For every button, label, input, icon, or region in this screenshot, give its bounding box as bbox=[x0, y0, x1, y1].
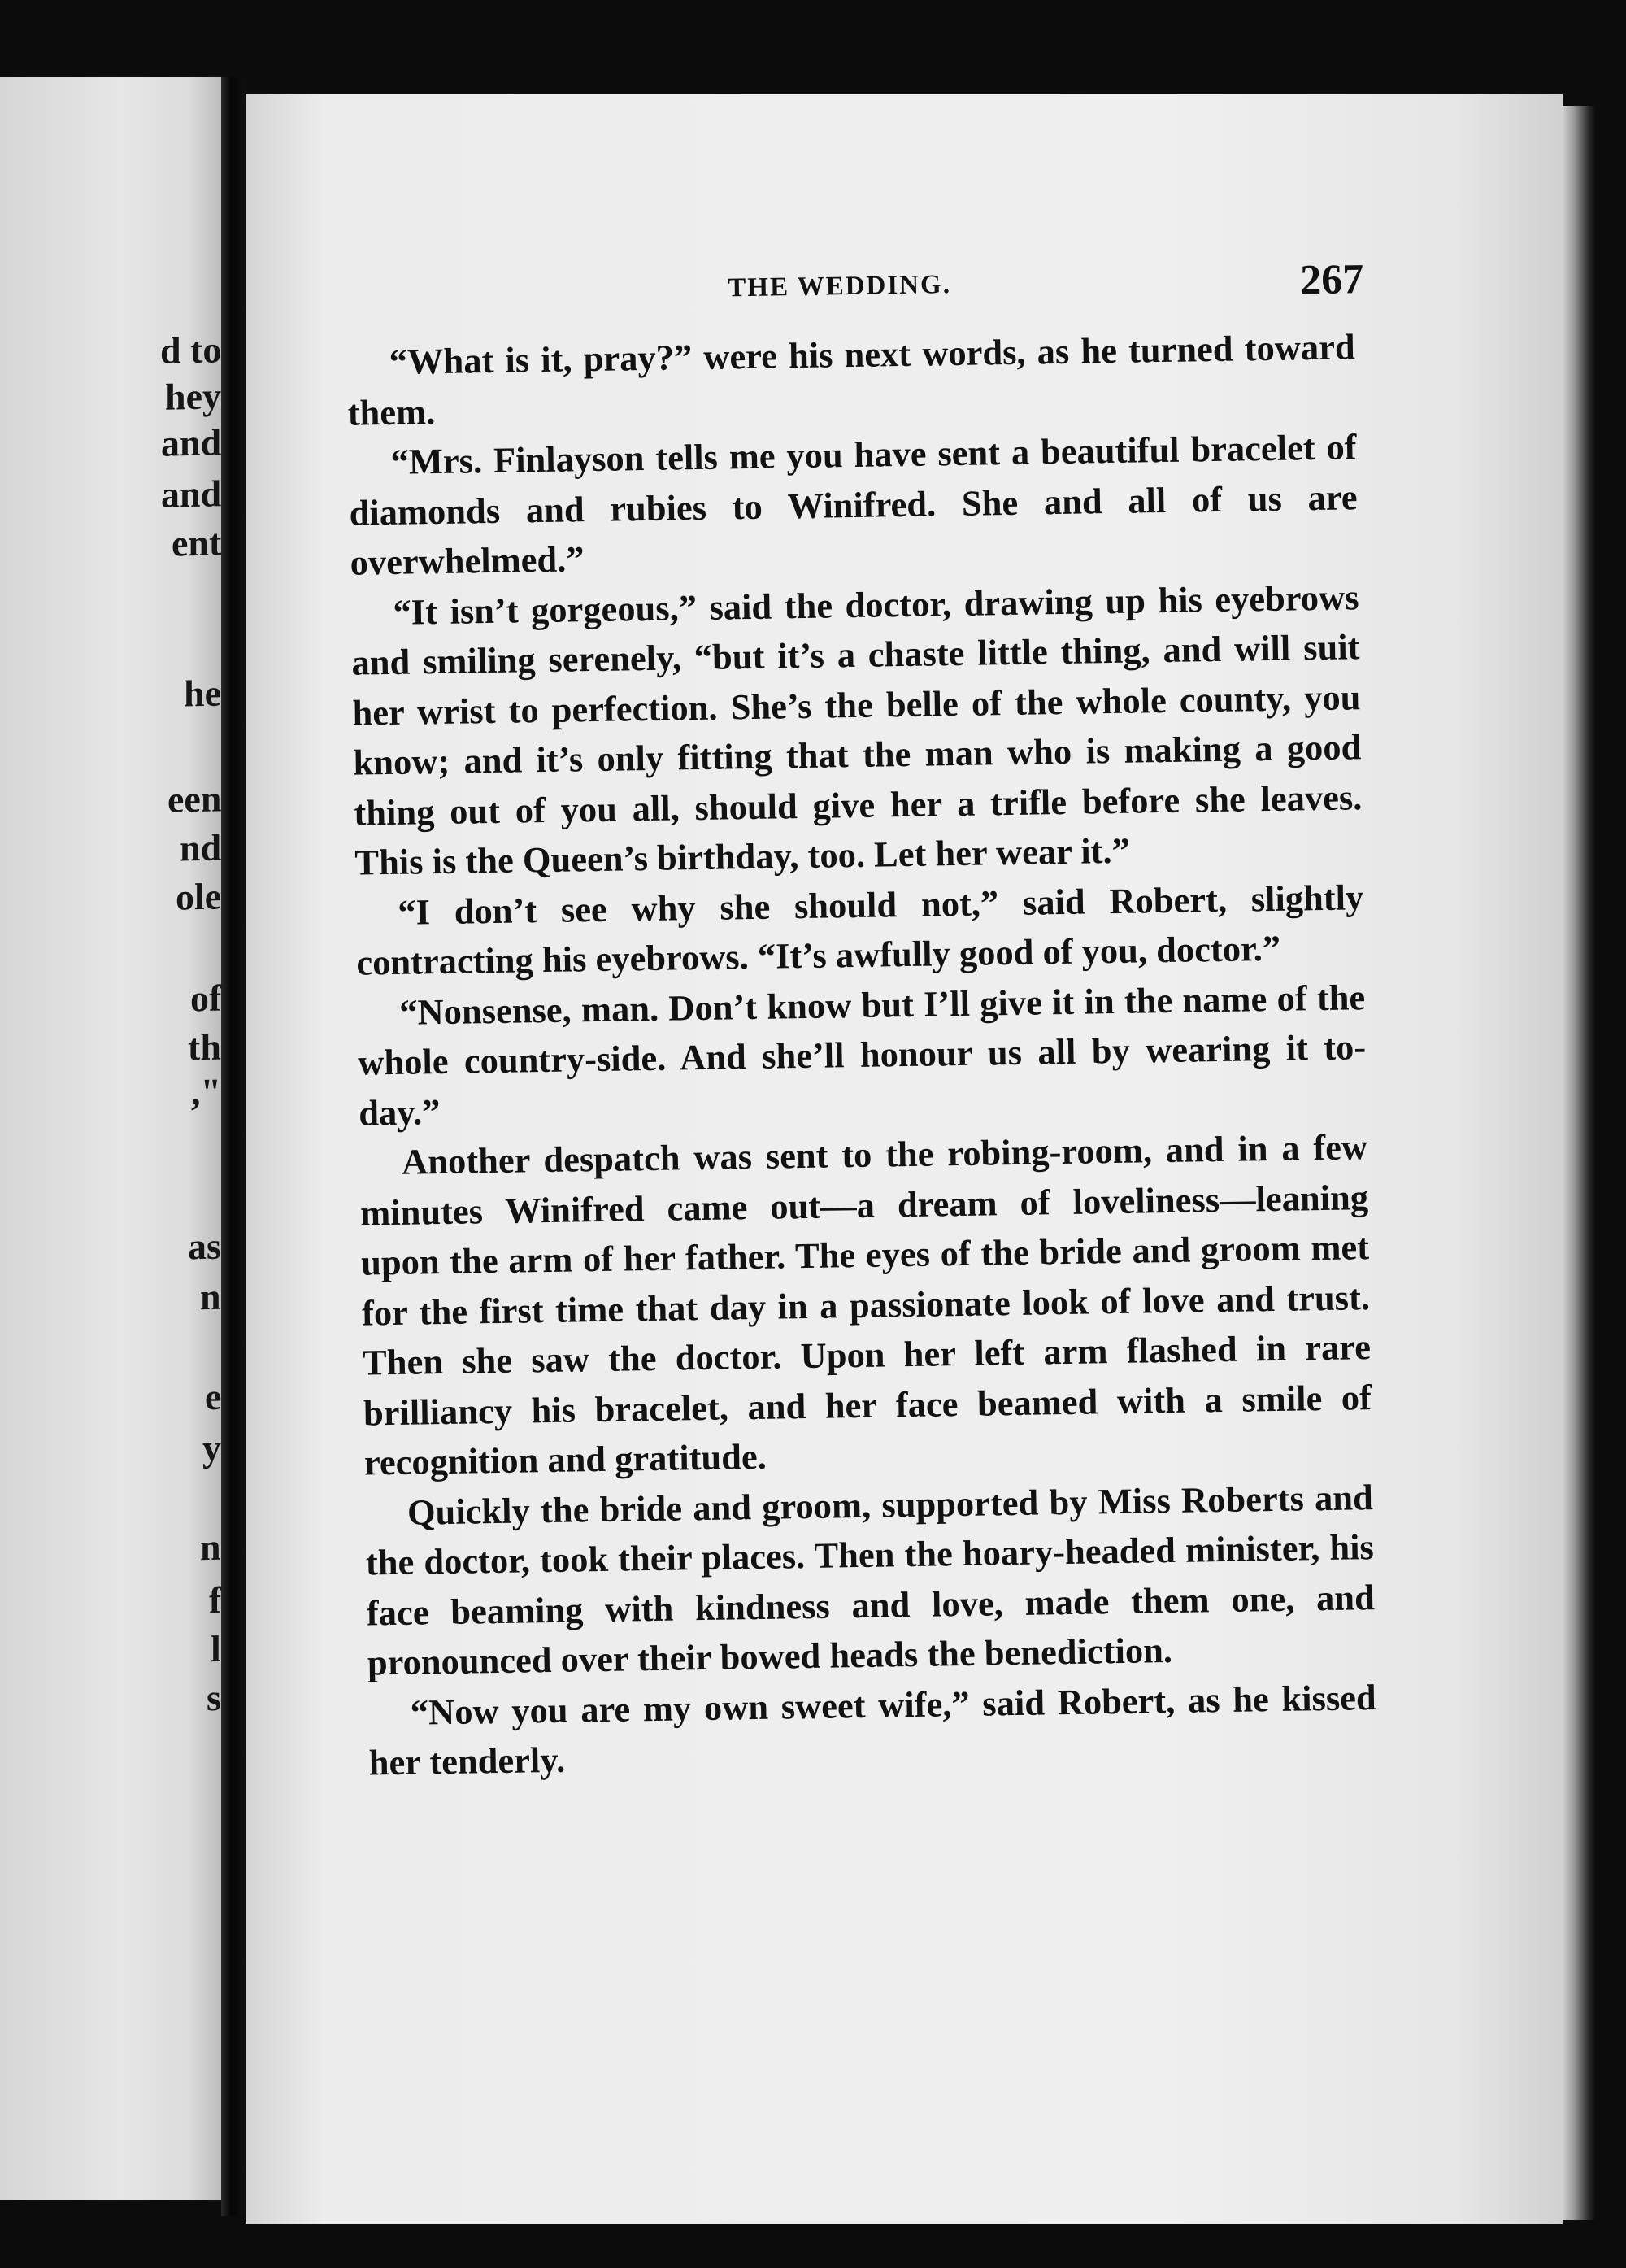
paragraph: “What is it, pray?” were his next words, as he turned toward them. bbox=[347, 326, 1355, 433]
left-fragment: f bbox=[208, 1578, 221, 1622]
left-fragment: y bbox=[202, 1426, 221, 1469]
left-fragment: l bbox=[211, 1627, 221, 1670]
left-fragment: and bbox=[160, 472, 221, 516]
paragraph: “Mrs. Finlayson tells me you have sent a beautiful bracelet of diamonds and rubies to Winifred. She and all of us are overwhelmed.” bbox=[349, 426, 1358, 583]
left-fragment: as bbox=[188, 1225, 221, 1268]
body-text bbox=[346, 322, 1377, 1788]
left-fragment: ," bbox=[190, 1070, 221, 1113]
left-fragment: he bbox=[184, 672, 221, 715]
paragraph: Another despatch was sent to the robing-room, and in a few minutes Winifred came out—a dream of loveliness—leaning upon the arm of her father. The eyes of the bride and groom met for the first time that day in a passionate look of love and trust. Then she saw the doctor. Upon her left arm flashed in rare brilliancy his bracelet, and her face beamed with a smile of recognition and gratitude. bbox=[359, 1126, 1372, 1483]
left-fragment: and bbox=[160, 421, 221, 464]
left-fragment: nd bbox=[179, 826, 221, 869]
left-fragment: e bbox=[204, 1375, 221, 1418]
paragraph: “It isn’t gorgeous,” said the doctor, drawing up his eyebrows and smiling serenely, “but it’s a chaste little thing, and will suit her wrist to perfection. She’s the belle of the whole county, you know; and it’s only fitting that the man who is making a good thing out of you all, should give her a trifle before she leaves. This is the Queen’s birthday, too. Let her wear it.” bbox=[351, 576, 1363, 883]
page-edge-shadow bbox=[1563, 106, 1595, 2220]
left-page-text-fragments bbox=[0, 0, 221, 2268]
left-fragment: d to bbox=[159, 329, 221, 372]
paragraph: “Now you are my own sweet wife,” said Robert, as he kissed her tenderly. bbox=[368, 1676, 1377, 1783]
left-fragment: n bbox=[200, 1275, 221, 1318]
left-fragment: of bbox=[189, 977, 221, 1020]
left-fragment: ent bbox=[171, 521, 221, 564]
page-number: 267 bbox=[1299, 256, 1364, 304]
page-content bbox=[346, 256, 1377, 1788]
paragraph: “Nonsense, man. Don’t know but I’ll give it in the name of the whole country-side. And she’ll honour us all by wearing it to-day.” bbox=[357, 976, 1367, 1134]
paragraph: Quickly the bride and groom, supported by Miss Roberts and the doctor, took their places. Then the hoary-headed minister, his face beaming with kindness and love, made them one, and pronounced over their bowed heads the benediction. bbox=[365, 1476, 1376, 1683]
running-head-title: THE WEDDING. bbox=[728, 270, 952, 303]
left-fragment: s bbox=[207, 1676, 221, 1719]
paragraph: “I don’t see why she should not,” said Robert, slightly contracting his eyebrows. “It’s awfully good of you, doctor.” bbox=[355, 876, 1364, 983]
book-gutter bbox=[221, 77, 246, 2216]
left-fragment: th bbox=[188, 1025, 221, 1069]
left-fragment: hey bbox=[165, 375, 221, 418]
left-fragment: ole bbox=[175, 875, 221, 918]
left-fragment: n bbox=[200, 1526, 221, 1569]
left-fragment: een bbox=[167, 777, 221, 821]
